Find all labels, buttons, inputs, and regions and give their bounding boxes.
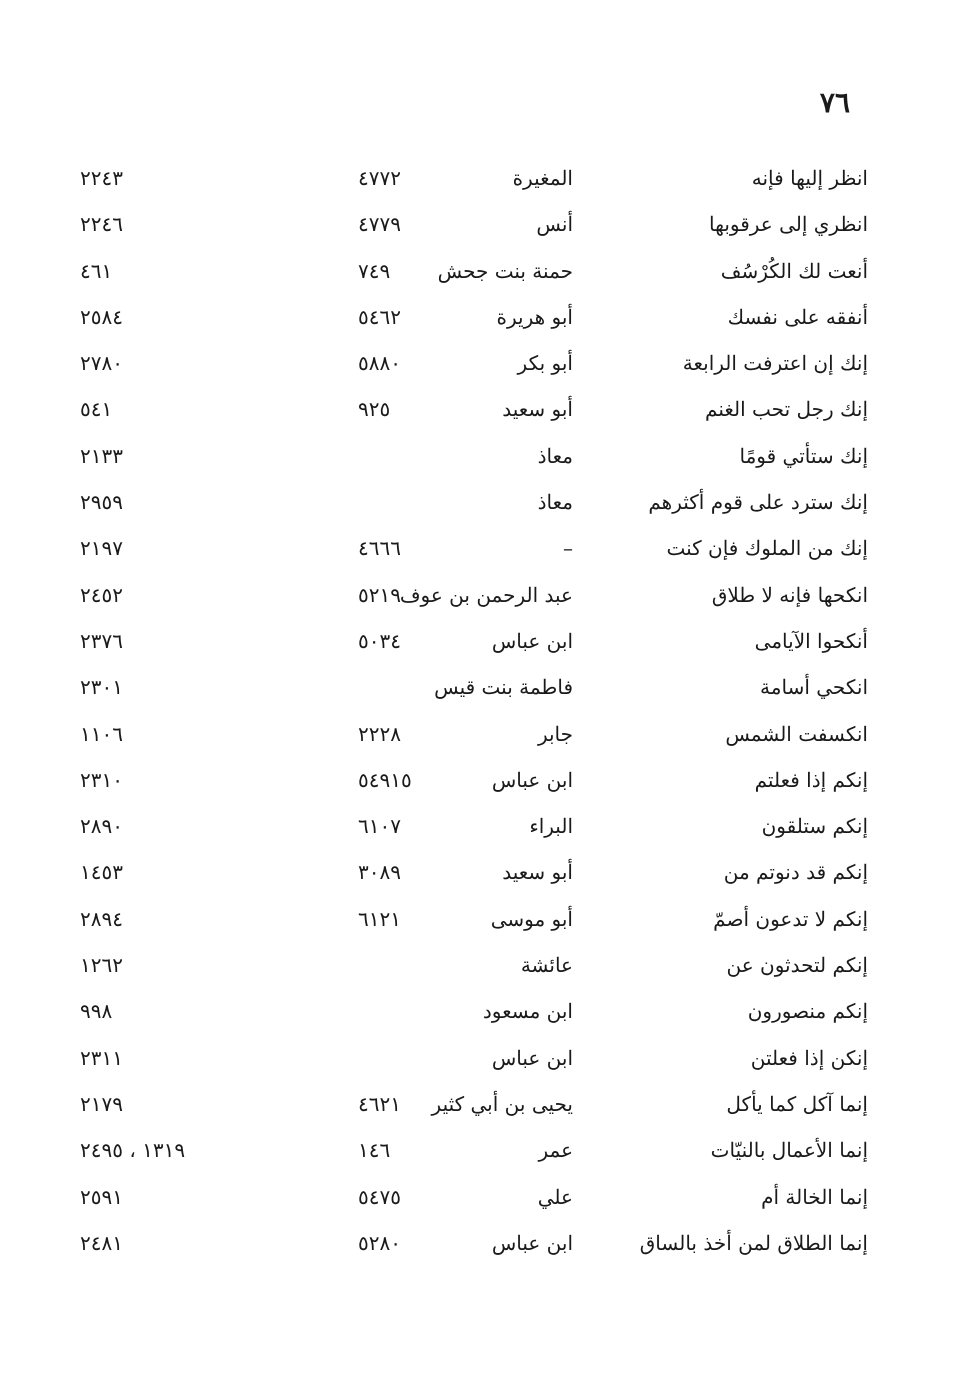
- reference-number: ٩٢٥: [358, 397, 391, 422]
- hadith-text: إنكم ستلقون: [761, 814, 868, 839]
- hadith-text: إنما آكل كما يأكل: [726, 1091, 868, 1116]
- narrator: المغيرة: [512, 166, 573, 190]
- reference-number: ٥٨٨٠: [358, 351, 401, 376]
- narrator: –: [563, 536, 573, 561]
- narrator: عبد الرحمن بن عوف: [399, 582, 573, 607]
- page-reference: ٢٧٨٠: [80, 351, 123, 376]
- index-row: [0, 993, 958, 1039]
- page-reference: ٢٥٨٤: [80, 304, 123, 329]
- narrator: فاطمة بنت قيس: [434, 675, 573, 700]
- index-row: [0, 1179, 958, 1225]
- index-row: [0, 1040, 958, 1086]
- hadith-text: أنفقه على نفسك: [727, 304, 868, 329]
- page-reference: ٢٨٩٤: [80, 906, 123, 931]
- hadith-text: إنكم قد دنوتم من: [723, 860, 868, 885]
- hadith-text: إنما الأعمال بالنيّات: [710, 1138, 868, 1163]
- index-row: [0, 716, 958, 762]
- reference-number: ٦١٠٧: [358, 814, 401, 839]
- page-reference: ٢٥٩١: [80, 1184, 123, 1209]
- reference-number: ٥٢٨٠: [358, 1230, 401, 1255]
- narrator: معاذ: [537, 490, 573, 515]
- reference-number: ٣٠٨٩: [358, 860, 401, 885]
- hadith-text: إنكم منصورون: [747, 999, 868, 1024]
- hadith-text: انكحي أسامة: [760, 675, 868, 700]
- index-row: [0, 206, 958, 252]
- reference-number: ٥٤٩١٥: [358, 767, 412, 792]
- index-row: [0, 438, 958, 484]
- page-reference: ٢١٩٧: [80, 536, 123, 561]
- reference-number: ٤٧٧٢: [358, 166, 401, 190]
- hadith-text: انظر إليها فإنه: [751, 166, 868, 190]
- index-row: [0, 854, 958, 900]
- reference-number: ٥٤٦٢: [358, 304, 401, 329]
- hadith-text: انكحها فإنه لا طلاق: [711, 582, 868, 607]
- page-reference: ٢٣١١: [80, 1045, 123, 1070]
- narrator: أبو سعيد: [502, 860, 573, 885]
- hadith-text: إنك رجل تحب الغنم: [705, 397, 868, 422]
- index-row: [0, 345, 958, 391]
- page-reference: ٢٨٩٠: [80, 814, 123, 839]
- page-reference: ٢٤٨١: [80, 1230, 123, 1255]
- hadith-text: إنما الطلاق لمن أخذ بالساق: [639, 1230, 868, 1255]
- narrator: ابن عباس: [491, 767, 573, 792]
- index-row: [0, 1086, 958, 1132]
- hadith-text: انكسفت الشمس: [725, 721, 868, 746]
- index-row: [0, 160, 958, 206]
- hadith-text: إنكن إذا فعلتن: [750, 1045, 868, 1070]
- hadith-text: إنك سترد على قوم أكثرهم: [648, 490, 868, 515]
- hadith-text: إنك إن اعترفت الرابعة: [682, 351, 868, 376]
- reference-number: ١٤٦: [358, 1138, 391, 1163]
- narrator: ابن عباس: [491, 1230, 573, 1255]
- reference-number: ٧٤٩: [358, 258, 391, 283]
- narrator: يحيى بن أبي كثير: [431, 1091, 573, 1116]
- narrator: ابن عباس: [491, 1045, 573, 1070]
- page-reference: ٥٤١: [80, 397, 113, 422]
- index-row: [0, 947, 958, 993]
- index-row: [0, 484, 958, 530]
- narrator: جابر: [537, 721, 573, 746]
- reference-number: ٤٧٧٩: [358, 212, 401, 237]
- page-reference: ٢٣٧٦: [80, 628, 123, 653]
- page-reference: ٢٣٠١: [80, 675, 123, 700]
- page-reference: ٢٤٥٢: [80, 582, 123, 607]
- hadith-text: إنما الخالة أم: [761, 1184, 868, 1209]
- hadith-text: إنكم إذا فعلتم: [754, 767, 868, 792]
- page-reference: ٢١٧٩: [80, 1091, 123, 1116]
- index-row: [0, 391, 958, 437]
- page-reference: ١٤٥٣: [80, 860, 123, 885]
- narrator: حمنة بنت جحش: [437, 258, 573, 283]
- narrator: أنس: [536, 212, 573, 237]
- page-reference: ١٢٦٢: [80, 953, 123, 978]
- hadith-text: أنعت لك الكُرْسُف: [720, 258, 868, 283]
- reference-number: ٢٢٢٨: [358, 721, 401, 746]
- index-row: [0, 762, 958, 808]
- index-row: [0, 299, 958, 345]
- reference-number: ٥٢١٩: [358, 582, 401, 607]
- page-reference: ١٣١٩ ، ٢٤٩٥: [80, 1138, 186, 1163]
- reference-number: ٥٠٣٤: [358, 628, 401, 653]
- hadith-text: انظري إلى عرقوبها: [709, 212, 868, 237]
- page-reference: ٢٩٥٩: [80, 490, 123, 515]
- reference-number: ٤٦٢١: [358, 1091, 401, 1116]
- index-row: [0, 253, 958, 299]
- hadith-text: أنكحوا الآيامى: [754, 628, 868, 653]
- narrator: أبو سعيد: [502, 397, 573, 422]
- page-reference: ٢٢٤٣: [80, 166, 123, 190]
- index-row: [0, 530, 958, 576]
- hadith-text: إنكم لا تدعون أصمّ: [713, 906, 868, 931]
- hadith-text: إنك ستأتي قومًا: [739, 443, 868, 468]
- narrator: ابن عباس: [491, 628, 573, 653]
- reference-number: ٤٦٦٦: [358, 536, 401, 561]
- index-row: [0, 901, 958, 947]
- page-reference: ٢٢٤٦: [80, 212, 123, 237]
- page-number: ٧٦: [819, 86, 850, 119]
- reference-number: ٦١٢١: [358, 906, 401, 931]
- index-row: [0, 808, 958, 854]
- page-reference: ٢١٣٣: [80, 443, 123, 468]
- page-reference: ٤٦١: [80, 258, 113, 283]
- narrator: عمر: [538, 1138, 573, 1163]
- page-reference: ٩٩٨: [80, 999, 113, 1024]
- narrator: معاذ: [537, 443, 573, 468]
- index-row: [0, 1225, 958, 1271]
- narrator: أبو موسى: [490, 906, 573, 931]
- index-table: [0, 160, 958, 1271]
- narrator: علي: [537, 1184, 573, 1209]
- reference-number: ٥٤٧٥: [358, 1184, 401, 1209]
- hadith-text: إنكم لتحدثون عن: [726, 953, 868, 978]
- hadith-text: إنك من الملوك فإن كنت: [666, 536, 868, 561]
- page-reference: ٢٣١٠: [80, 767, 123, 792]
- narrator: عائشة: [520, 953, 573, 978]
- index-row: [0, 1132, 958, 1178]
- index-row: [0, 623, 958, 669]
- narrator: أبو بكر: [517, 351, 573, 376]
- page-reference: ١١٠٦: [80, 721, 123, 746]
- narrator: البراء: [529, 814, 573, 839]
- index-row: [0, 669, 958, 715]
- index-row: [0, 577, 958, 623]
- narrator: أبو هريرة: [496, 304, 573, 329]
- narrator: ابن مسعود: [482, 999, 573, 1024]
